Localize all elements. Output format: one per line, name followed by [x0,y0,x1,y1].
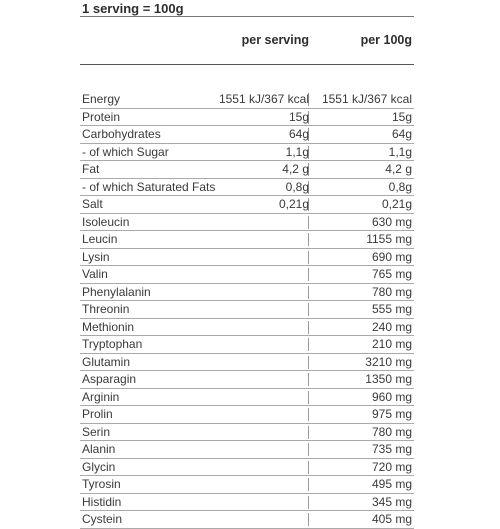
table-row [80,249,414,267]
column-separator [308,233,309,246]
value-per-serving: 15g [288,109,309,124]
value-per-100g: 780 mg [371,284,412,299]
column-separator [308,268,309,281]
value-per-serving: 64g [288,127,309,141]
value-per-100g: 975 mg [371,407,412,421]
table-row [80,389,414,407]
value-per-100g: 630 mg [371,214,412,229]
nutrient-name: Histidin [82,494,122,509]
table-row [80,196,414,214]
value-per-serving: 0,21g [278,197,309,211]
column-separator [308,513,309,526]
value-per-100g: 3210 mg [365,354,412,369]
header-per-serving: per serving [241,33,309,47]
nutrient-name: Energy [82,92,121,106]
table-row [80,126,414,144]
nutrient-name: Lysin [82,249,110,264]
column-separator [308,408,309,421]
divider [80,16,414,17]
table-header [80,28,414,65]
column-separator [308,303,309,316]
value-per-100g: 210 mg [371,337,412,351]
nutrition-table [80,28,414,529]
nutrient-name: Isoleucin [82,214,130,229]
nutrient-name: Glutamin [82,354,131,369]
value-per-100g: 495 mg [371,477,412,491]
table-row [80,144,414,162]
column-separator [308,216,309,229]
value-per-100g: 405 mg [371,512,412,526]
value-per-serving: 4,2 g [282,162,309,176]
column-separator [308,461,309,474]
value-per-100g: 345 mg [371,494,412,509]
nutrient-name: Serin [82,424,111,439]
nutrient-name: Carbohydrates [82,127,161,141]
table-row [80,319,414,337]
column-separator [308,496,309,509]
table-row [80,336,414,354]
value-per-100g: 1,1g [388,144,412,159]
value-per-100g: 720 mg [371,459,412,474]
value-per-100g: 780 mg [371,424,412,439]
value-per-100g: 765 mg [371,267,412,281]
nutrient-name: Glycin [82,459,116,474]
value-per-100g: 555 mg [371,302,412,316]
value-per-100g: 960 mg [371,389,412,404]
nutrient-name: Prolin [82,407,113,421]
column-separator [308,338,309,351]
table-row [80,441,414,459]
value-per-serving: 0,8g [285,179,309,194]
table-row [80,161,414,179]
column-separator [308,321,309,334]
nutrient-name: Phenylalanin [82,284,151,299]
value-per-100g: 0,21g [381,197,412,211]
nutrient-name: Asparagin [82,372,137,386]
table-row [80,459,414,477]
nutrient-name: Salt [82,197,103,211]
header-per-100g: per 100g [360,33,412,47]
column-separator [308,286,309,299]
table-row [80,354,414,372]
column-separator [308,426,309,439]
table-row [80,494,414,512]
value-per-100g: 240 mg [371,319,412,334]
nutrient-name: Tyrosin [82,477,121,491]
table-body [80,91,414,529]
column-separator [308,391,309,404]
value-per-100g: 0,8g [388,179,412,194]
table-row [80,266,414,284]
value-per-serving: 1,1g [285,144,309,159]
table-row [80,109,414,127]
nutrient-name: Cystein [82,512,123,526]
table-row [80,476,414,494]
serving-size-title: 1 serving = 100g [82,1,184,16]
table-row [80,284,414,302]
column-separator [308,356,309,369]
nutrient-name: - of which Sugar [82,144,169,159]
value-per-100g: 4,2 g [385,162,412,176]
nutrient-name: Methionin [82,319,135,334]
value-per-100g: 1551 kJ/367 kcal [321,92,412,106]
nutrient-name: Arginin [82,389,120,404]
table-row [80,214,414,232]
column-separator [308,443,309,456]
nutrient-name: Leucin [82,232,118,246]
value-per-100g: 15g [391,109,412,124]
column-separator [308,373,309,386]
value-per-serving: 1551 kJ/367 kcal [218,92,309,106]
header-spacer [80,65,414,91]
nutrient-name: Tryptophan [82,337,143,351]
table-row [80,301,414,319]
value-per-100g: 1155 mg [366,232,412,246]
table-row [80,406,414,424]
column-separator [308,251,309,264]
table-row [80,424,414,442]
table-row [80,511,414,529]
nutrient-name: Protein [82,109,121,124]
table-row [80,179,414,197]
table-row [80,91,414,109]
column-separator [308,478,309,491]
nutrient-name: Valin [82,267,108,281]
nutrient-name: Fat [82,162,100,176]
value-per-100g: 64g [391,127,412,141]
table-row [80,371,414,389]
value-per-100g: 735 mg [371,442,412,456]
nutrient-name: - of which Saturated Fats [82,179,216,194]
nutrient-name: Threonin [82,302,130,316]
value-per-100g: 1350 mg [365,372,412,386]
value-per-100g: 690 mg [371,249,412,264]
nutrient-name: Alanin [82,442,116,456]
table-row [80,231,414,249]
